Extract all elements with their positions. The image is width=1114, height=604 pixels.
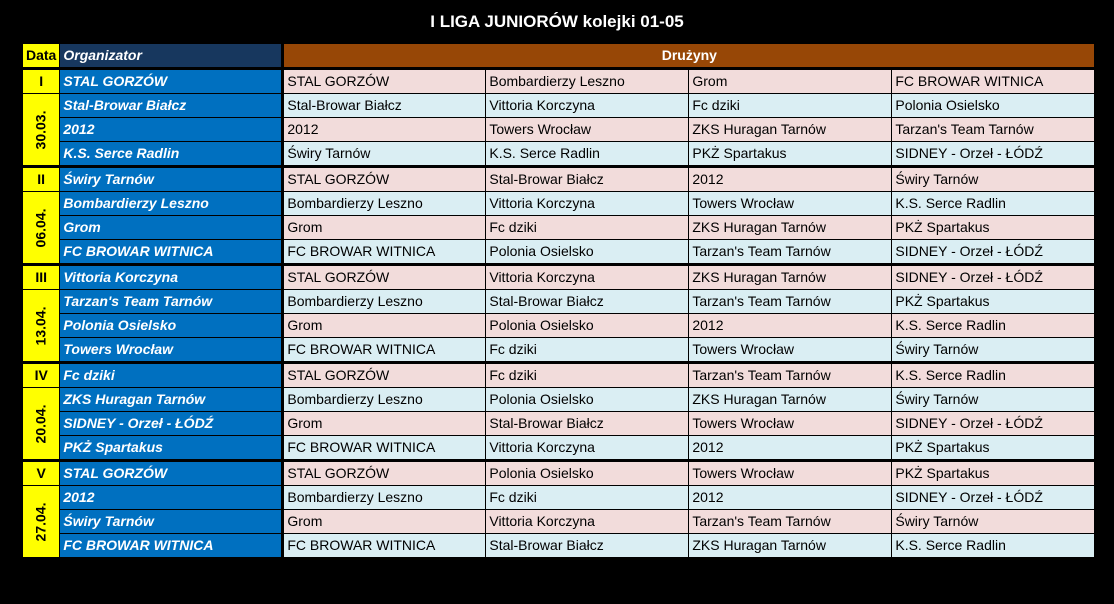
team-cell: Fc dziki: [486, 338, 689, 363]
team-cell: Polonia Osielsko: [486, 314, 689, 338]
team-cell: 2012: [689, 167, 892, 192]
round-date-text: 27.04.: [32, 502, 49, 541]
schedule-row: [23, 142, 1095, 167]
organizer-cell: FC BROWAR WITNICA: [60, 240, 283, 265]
team-cell: ZKS Huragan Tarnów: [689, 265, 892, 290]
team-cell: STAL GORZÓW: [283, 363, 486, 388]
team-cell: ZKS Huragan Tarnów: [689, 216, 892, 240]
team-cell: Świry Tarnów: [892, 167, 1095, 192]
round-date: [23, 192, 60, 265]
team-cell: Grom: [283, 314, 486, 338]
header-data: Data: [23, 44, 60, 69]
team-cell: ZKS Huragan Tarnów: [689, 388, 892, 412]
team-cell: 2012: [283, 118, 486, 142]
round-date: [23, 290, 60, 363]
team-cell: Stal-Browar Białcz: [486, 412, 689, 436]
schedule-row: [23, 94, 1095, 118]
organizer-cell: Polonia Osielsko: [60, 314, 283, 338]
team-cell: FC BROWAR WITNICA: [283, 436, 486, 461]
team-cell: SIDNEY - Orzeł - ŁÓDŹ: [892, 240, 1095, 265]
team-cell: PKŻ Spartakus: [892, 436, 1095, 461]
round-date: [23, 94, 60, 167]
team-cell: Grom: [689, 69, 892, 94]
schedule-row: [23, 216, 1095, 240]
schedule-row: [23, 290, 1095, 314]
team-cell: Fc dziki: [486, 216, 689, 240]
team-cell: SIDNEY - Orzeł - ŁÓDŹ: [892, 265, 1095, 290]
round-number: IV: [23, 363, 60, 388]
team-cell: Tarzan's Team Tarnów: [689, 290, 892, 314]
schedule-row: [23, 240, 1095, 265]
team-cell: Vittoria Korczyna: [486, 94, 689, 118]
organizer-cell: ZKS Huragan Tarnów: [60, 388, 283, 412]
team-cell: FC BROWAR WITNICA: [892, 69, 1095, 94]
team-cell: FC BROWAR WITNICA: [283, 534, 486, 558]
organizer-cell: Tarzan's Team Tarnów: [60, 290, 283, 314]
team-cell: Świry Tarnów: [892, 388, 1095, 412]
team-cell: Polonia Osielsko: [486, 240, 689, 265]
team-cell: Tarzan's Team Tarnów: [689, 510, 892, 534]
team-cell: Towers Wrocław: [689, 338, 892, 363]
team-cell: Stal-Browar Białcz: [486, 290, 689, 314]
team-cell: FC BROWAR WITNICA: [283, 338, 486, 363]
team-cell: Stal-Browar Białcz: [283, 94, 486, 118]
team-cell: PKŻ Spartakus: [892, 290, 1095, 314]
team-cell: PKŻ Spartakus: [689, 142, 892, 167]
team-cell: Fc dziki: [486, 486, 689, 510]
team-cell: Świry Tarnów: [283, 142, 486, 167]
team-cell: Stal-Browar Białcz: [486, 167, 689, 192]
team-cell: Towers Wrocław: [689, 461, 892, 486]
schedule-row: [23, 265, 1095, 290]
organizer-cell: Fc dziki: [60, 363, 283, 388]
schedule-row: [23, 338, 1095, 363]
team-cell: K.S. Serce Radlin: [486, 142, 689, 167]
team-cell: Towers Wrocław: [486, 118, 689, 142]
team-cell: STAL GORZÓW: [283, 69, 486, 94]
organizer-cell: Stal-Browar Białcz: [60, 94, 283, 118]
schedule-row: [23, 436, 1095, 461]
header-teams: Drużyny: [283, 44, 1095, 69]
team-cell: Tarzan's Team Tarnów: [689, 363, 892, 388]
schedule-row: [23, 69, 1095, 94]
organizer-cell: 2012: [60, 118, 283, 142]
team-cell: Fc dziki: [486, 363, 689, 388]
team-cell: 2012: [689, 436, 892, 461]
round-date-text: 20.04.: [32, 404, 49, 443]
team-cell: Bombardierzy Leszno: [486, 69, 689, 94]
schedule-row: [23, 461, 1095, 486]
team-cell: 2012: [689, 314, 892, 338]
organizer-cell: Vittoria Korczyna: [60, 265, 283, 290]
round-number: V: [23, 461, 60, 486]
organizer-cell: K.S. Serce Radlin: [60, 142, 283, 167]
organizer-cell: FC BROWAR WITNICA: [60, 534, 283, 558]
team-cell: Stal-Browar Białcz: [486, 534, 689, 558]
schedule-row: [23, 486, 1095, 510]
team-cell: STAL GORZÓW: [283, 167, 486, 192]
header-row: [23, 44, 1095, 69]
schedule-table: [22, 43, 1095, 558]
organizer-cell: STAL GORZÓW: [60, 461, 283, 486]
team-cell: K.S. Serce Radlin: [892, 363, 1095, 388]
round-date-text: 06.04.: [32, 208, 49, 247]
page-title: I LIGA JUNIORÓW kolejki 01-05: [430, 12, 684, 31]
team-cell: Świry Tarnów: [892, 510, 1095, 534]
team-cell: Polonia Osielsko: [486, 388, 689, 412]
schedule-row: [23, 388, 1095, 412]
round-date: [23, 388, 60, 461]
team-cell: Grom: [283, 412, 486, 436]
team-cell: STAL GORZÓW: [283, 265, 486, 290]
schedule-row: [23, 510, 1095, 534]
team-cell: STAL GORZÓW: [283, 461, 486, 486]
team-cell: Świry Tarnów: [892, 338, 1095, 363]
organizer-cell: PKŻ Spartakus: [60, 436, 283, 461]
organizer-cell: Grom: [60, 216, 283, 240]
organizer-cell: Świry Tarnów: [60, 167, 283, 192]
schedule-row: [23, 167, 1095, 192]
schedule-body: [23, 44, 1095, 558]
team-cell: SIDNEY - Orzeł - ŁÓDŹ: [892, 486, 1095, 510]
team-cell: K.S. Serce Radlin: [892, 534, 1095, 558]
schedule-row: [23, 363, 1095, 388]
team-cell: Vittoria Korczyna: [486, 265, 689, 290]
team-cell: Tarzan's Team Tarnów: [689, 240, 892, 265]
header-organizer: Organizator: [60, 44, 283, 69]
team-cell: K.S. Serce Radlin: [892, 192, 1095, 216]
team-cell: Polonia Osielsko: [486, 461, 689, 486]
schedule-row: [23, 192, 1095, 216]
organizer-cell: Świry Tarnów: [60, 510, 283, 534]
team-cell: Polonia Osielsko: [892, 94, 1095, 118]
team-cell: Bombardierzy Leszno: [283, 486, 486, 510]
team-cell: Grom: [283, 216, 486, 240]
team-cell: Vittoria Korczyna: [486, 192, 689, 216]
round-date-text: 13.04.: [32, 306, 49, 345]
organizer-cell: Towers Wrocław: [60, 338, 283, 363]
team-cell: Bombardierzy Leszno: [283, 290, 486, 314]
team-cell: PKŻ Spartakus: [892, 461, 1095, 486]
team-cell: SIDNEY - Orzeł - ŁÓDŹ: [892, 412, 1095, 436]
team-cell: ZKS Huragan Tarnów: [689, 118, 892, 142]
team-cell: Towers Wrocław: [689, 192, 892, 216]
team-cell: Bombardierzy Leszno: [283, 192, 486, 216]
team-cell: Bombardierzy Leszno: [283, 388, 486, 412]
organizer-cell: STAL GORZÓW: [60, 69, 283, 94]
team-cell: Fc dziki: [689, 94, 892, 118]
schedule-row: [23, 534, 1095, 558]
team-cell: K.S. Serce Radlin: [892, 314, 1095, 338]
team-cell: SIDNEY - Orzeł - ŁÓDŹ: [892, 142, 1095, 167]
team-cell: FC BROWAR WITNICA: [283, 240, 486, 265]
round-number: III: [23, 265, 60, 290]
team-cell: Vittoria Korczyna: [486, 436, 689, 461]
organizer-cell: SIDNEY - Orzeł - ŁÓDŹ: [60, 412, 283, 436]
schedule-row: [23, 118, 1095, 142]
team-cell: ZKS Huragan Tarnów: [689, 534, 892, 558]
team-cell: Grom: [283, 510, 486, 534]
organizer-cell: Bombardierzy Leszno: [60, 192, 283, 216]
team-cell: Vittoria Korczyna: [486, 510, 689, 534]
round-number: II: [23, 167, 60, 192]
round-date: [23, 486, 60, 558]
team-cell: Tarzan's Team Tarnów: [892, 118, 1095, 142]
schedule-row: [23, 314, 1095, 338]
team-cell: PKŻ Spartakus: [892, 216, 1095, 240]
team-cell: 2012: [689, 486, 892, 510]
team-cell: Towers Wrocław: [689, 412, 892, 436]
schedule-row: [23, 412, 1095, 436]
organizer-cell: 2012: [60, 486, 283, 510]
round-date-text: 30.03.: [32, 110, 49, 149]
round-number: I: [23, 69, 60, 94]
